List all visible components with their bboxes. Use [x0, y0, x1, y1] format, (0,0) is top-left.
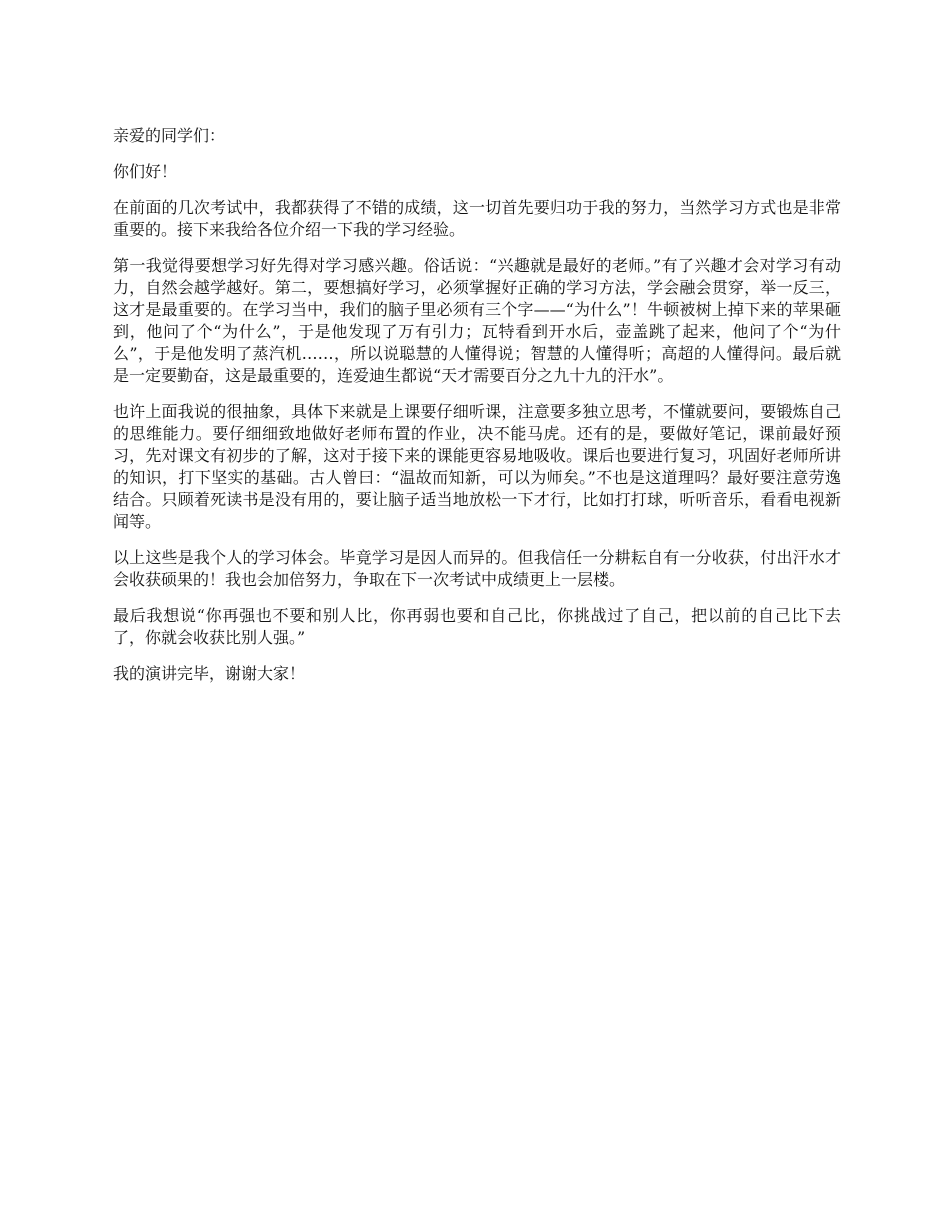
greeting: 你们好！: [113, 162, 178, 181]
closing: 我的演讲完毕，谢谢大家！: [113, 664, 306, 683]
speech-document: [113, 125, 841, 699]
paragraph-study-habits: 也许上面我说的很抽象，具体下来就是上课要仔细听课，注意要多独立思考，不懂就要问，要锻炼自己的思维能力。要仔细细致地做好老师布置的作业，决不能马虎。还有的是，要做好笔记，课前最好预习，先对课文有初步的了解，这对于接下来的课能更容易地吸收。课后也要进行复习，巩固好老师所讲的知识，打下坚实的基础。古人曾曰：“温故而知新，可以为师矣。”不也是这道理吗？最好要注意劳逸结合。只顾着死读书是没有用的，要让脑子适当地放松一下才行，比如打打球，听听音乐，看看电视新闻等。: [113, 402, 841, 531]
paragraph-final-quote: 最后我想说“你再强也不要和别人比，你再弱也要和自己比，你挑战过了自己，把以前的自己比下去了，你就会收获比别人强。”: [113, 606, 841, 647]
paragraph-interest-and-method: 第一我觉得要想学习好先得对学习感兴趣。俗话说：“兴趣就是最好的老师。”有了兴趣才会对学习有动力，自然会越学越好。第二，要想搞好学习，必须掌握好正确的学习方法，学会融会贯穿，举一反三，这才是最重要的。在学习当中，我们的脑子里必须有三个字——“为什么”！牛顿被树上掉下来的苹果砸到，他问了个“为什么”，于是他发现了万有引力；瓦特看到开水后，壶盖跳了起来，他问了个“为什么”，于是他发明了蒸汽机……，所以说聪慧的人懂得说；智慧的人懂得听；高超的人懂得问。最后就是一定要勤奋，这是最重要的，连爱迪生都说“天才需要百分之九十九的汗水”。: [113, 256, 841, 385]
paragraph-summary: 以上这些是我个人的学习体会。毕竟学习是因人而异的。但我信任一分耕耘自有一分收获，付出汗水才会收获硕果的！我也会加倍努力，争取在下一次考试中成绩更上一层楼。: [113, 548, 841, 589]
paragraph-introduction: 在前面的几次考试中，我都获得了不错的成绩，这一切首先要归功于我的努力，当然学习方式也是非常重要的。接下来我给各位介绍一下我的学习经验。: [113, 198, 841, 239]
salutation: 亲爱的同学们：: [113, 126, 226, 145]
